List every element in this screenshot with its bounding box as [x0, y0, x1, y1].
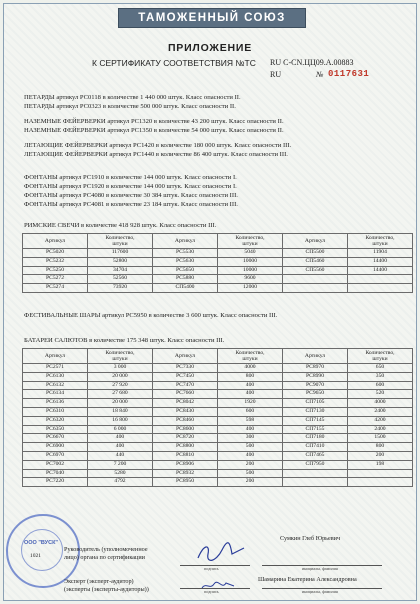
- article-cell: PC7450: [153, 372, 218, 381]
- expert-signature: [200, 580, 236, 592]
- product-line: ФОНТАНЫ артикул PC4081 в количестве 23 184 штук. Класс опасности III.: [24, 201, 238, 208]
- article-cell: PC5880: [153, 275, 218, 284]
- article-cell: PC6136: [23, 399, 88, 408]
- quantity-cell: 4792: [88, 478, 153, 487]
- head-role-line-2: лицо) органа по сертификации: [64, 554, 145, 561]
- article-cell: PC7660: [153, 390, 218, 399]
- quantity-cell: 2400: [348, 425, 413, 434]
- quantity-cell: 9600: [218, 275, 283, 284]
- quantity-cell: 7 200: [88, 460, 153, 469]
- table-row: [23, 266, 413, 275]
- table-row: [23, 399, 413, 408]
- table-header-row: [23, 234, 413, 249]
- quantity-cell: 200: [218, 460, 283, 469]
- article-cell: PC6134: [23, 390, 88, 399]
- product-line: ФОНТАНЫ артикул PC1910 в количестве 144 000 штук. Класс опасности I.: [24, 174, 237, 181]
- article-cell: [283, 469, 348, 478]
- quantity-cell: 20 000: [88, 399, 153, 408]
- quantity-cell: 400: [88, 434, 153, 443]
- quantity-cell: 500: [218, 469, 283, 478]
- article-cell: СП5400: [153, 284, 218, 293]
- quantity-cell: 400: [218, 390, 283, 399]
- article-cell: PC5650: [153, 266, 218, 275]
- article-cell: PC5250: [23, 266, 88, 275]
- table-row: [23, 284, 413, 293]
- article-cell: PC9070: [283, 381, 348, 390]
- article-cell: PC8430: [153, 407, 218, 416]
- document-title: ПРИЛОЖЕНИЕ: [167, 42, 253, 54]
- quantity-cell: 27 680: [88, 390, 153, 399]
- article-cell: PC7220: [23, 478, 88, 487]
- article-cell: PC6350: [23, 425, 88, 434]
- article-cell: PC8460: [153, 416, 218, 425]
- column-header: Количество, штуки: [218, 349, 283, 364]
- article-cell: PC8042: [153, 399, 218, 408]
- quantity-cell: [348, 469, 413, 478]
- column-header: Количество, штуки: [348, 234, 413, 249]
- article-cell: СП5500: [283, 249, 348, 258]
- quantity-cell: 34704: [88, 266, 153, 275]
- quantity-cell: 14400: [348, 266, 413, 275]
- quantity-cell: 400: [218, 381, 283, 390]
- article-cell: PC5020: [23, 249, 88, 258]
- quantity-cell: 6 000: [88, 425, 153, 434]
- table-row: [23, 425, 413, 434]
- stamp-inner-ring: [21, 529, 63, 571]
- expert-role-line-1: Эксперт (эксперт-аудитор): [64, 578, 134, 585]
- quantity-cell: 52560: [88, 275, 153, 284]
- caption-signature: подпись: [204, 589, 219, 594]
- quantity-cell: 18 840: [88, 407, 153, 416]
- column-header: Артикул: [23, 234, 88, 249]
- article-cell: PC6900: [23, 443, 88, 452]
- quantity-cell: 27 920: [88, 381, 153, 390]
- ru-label: RU: [270, 70, 282, 79]
- quantity-cell: 52800: [88, 257, 153, 266]
- stamp-code: 1021: [30, 553, 41, 559]
- product-line: ПЕТАРДЫ артикул PC0323 в количестве 500 000 штук. Класс опасности II.: [24, 103, 236, 110]
- article-cell: PC6130: [23, 372, 88, 381]
- quantity-cell: 200: [218, 478, 283, 487]
- article-cell: PC8906: [153, 460, 218, 469]
- product-line: ПЕТАРДЫ артикул PC0118 в количестве 1 440 000 штук. Класс опасности II.: [24, 94, 241, 101]
- quantity-cell: 650: [348, 364, 413, 373]
- article-cell: PC6310: [23, 407, 88, 416]
- salute-batteries-heading: БАТАРЕИ САЛЮТОВ в количестве 175 348 штук. Класс опасности III.: [24, 337, 225, 344]
- product-line: ЛЕТАЮЩИЕ ФЕЙЕРВЕРКИ артикул PC1440 в количестве 86 400 штук. Класс опасности III.: [24, 151, 288, 158]
- column-header: Количество, штуки: [348, 349, 413, 364]
- quantity-cell: 400: [88, 443, 153, 452]
- article-cell: PC8720: [153, 434, 218, 443]
- quantity-cell: 598: [218, 416, 283, 425]
- quantity-cell: 440: [88, 451, 153, 460]
- article-cell: СП7410: [283, 443, 348, 452]
- product-line: ЛЕТАЮЩИЕ ФЕЙЕРВЕРКИ артикул PC1420 в количестве 180 000 штук. Класс опасности III.: [24, 142, 292, 149]
- table-row: [23, 275, 413, 284]
- article-cell: PC7040: [23, 469, 88, 478]
- article-cell: [283, 478, 348, 487]
- article-cell: PC5274: [23, 284, 88, 293]
- quantity-cell: 2400: [348, 407, 413, 416]
- quantity-cell: 117600: [88, 249, 153, 258]
- quantity-cell: 10000: [218, 257, 283, 266]
- article-cell: PC9650: [283, 390, 348, 399]
- article-cell: PC5530: [153, 249, 218, 258]
- article-cell: PC7002: [23, 460, 88, 469]
- quantity-cell: 5280: [88, 469, 153, 478]
- article-cell: PC5272: [23, 275, 88, 284]
- table-row: [23, 478, 413, 487]
- quantity-cell: 1500: [348, 434, 413, 443]
- article-cell: СП7950: [283, 460, 348, 469]
- article-cell: PC8600: [153, 425, 218, 434]
- quantity-cell: 3 000: [88, 364, 153, 373]
- quantity-cell: 73920: [88, 284, 153, 293]
- serial-number: 0117631: [328, 69, 370, 79]
- table-row: [23, 407, 413, 416]
- quantity-cell: 1920: [218, 399, 283, 408]
- article-cell: [283, 284, 348, 293]
- expert-role-line-2: (эксперты (эксперты-аудиторы)): [64, 586, 149, 593]
- table-row: [23, 451, 413, 460]
- article-cell: PC8970: [283, 364, 348, 373]
- column-header: Количество, штуки: [218, 234, 283, 249]
- article-cell: PC2571: [23, 364, 88, 373]
- article-cell: PC5630: [153, 257, 218, 266]
- head-role-line-1: Руководитель (уполномоченное: [64, 546, 148, 553]
- article-cell: СП5560: [283, 266, 348, 275]
- festival-balls-line: ФЕСТИВАЛЬНЫЕ ШАРЫ артикул PC5950 в количестве 3 600 штук. Класс опасности III.: [24, 312, 278, 319]
- column-header: Артикул: [153, 349, 218, 364]
- head-signature: [196, 540, 246, 564]
- quantity-cell: 800: [218, 372, 283, 381]
- quantity-cell: 11904: [348, 249, 413, 258]
- article-cell: СП7130: [283, 407, 348, 416]
- quantity-cell: 400: [218, 451, 283, 460]
- table-row: [23, 460, 413, 469]
- table-row: [23, 434, 413, 443]
- page-frame: [3, 3, 417, 601]
- table-row: [23, 372, 413, 381]
- table-row: [23, 443, 413, 452]
- product-line: ФОНТАНЫ артикул PC1920 в количестве 144 000 штук. Класс опасности I.: [24, 183, 237, 190]
- document-subtitle: К СЕРТИФИКАТУ СООТВЕТСТВИЯ №ТС: [92, 58, 256, 68]
- quantity-cell: 350: [348, 372, 413, 381]
- article-cell: PC7330: [153, 364, 218, 373]
- article-cell: PC6132: [23, 381, 88, 390]
- article-cell: [283, 275, 348, 284]
- quantity-cell: 16 800: [88, 416, 153, 425]
- quantity-cell: 4000: [218, 364, 283, 373]
- certificate-number: RU C-CN.ЦЦ09.А.00883: [270, 58, 354, 67]
- number-label: №: [316, 70, 324, 79]
- article-cell: СП7155: [283, 425, 348, 434]
- product-line: НАЗЕМНЫЕ ФЕЙЕРВЕРКИ артикул PC1350 в количестве 54 000 штук. Класс опасности II.: [24, 127, 284, 134]
- article-cell: PC6670: [23, 434, 88, 443]
- quantity-cell: 600: [218, 407, 283, 416]
- article-cell: PC6320: [23, 416, 88, 425]
- article-cell: PC8800: [153, 443, 218, 452]
- quantity-cell: 198: [348, 460, 413, 469]
- table-header-row: [23, 349, 413, 364]
- quantity-cell: [348, 275, 413, 284]
- quantity-cell: 800: [348, 443, 413, 452]
- article-cell: PC8990: [283, 372, 348, 381]
- table-row: [23, 390, 413, 399]
- article-cell: PC5232: [23, 257, 88, 266]
- caption-name: инициалы, фамилия: [302, 566, 338, 571]
- quantity-cell: 10000: [218, 266, 283, 275]
- table-row: [23, 257, 413, 266]
- article-cell: PC6970: [23, 451, 88, 460]
- column-header: Артикул: [23, 349, 88, 364]
- table-row: [23, 469, 413, 478]
- quantity-cell: 520: [348, 390, 413, 399]
- article-cell: СП7105: [283, 399, 348, 408]
- product-line: ФОНТАНЫ артикул PC4080 в количестве 30 384 штук. Класс опасности III.: [24, 192, 238, 199]
- column-header: Артикул: [153, 234, 218, 249]
- quantity-cell: 500: [218, 443, 283, 452]
- table-row: [23, 364, 413, 373]
- quantity-cell: 12000: [218, 284, 283, 293]
- article-cell: PC8810: [153, 451, 218, 460]
- quantity-cell: 4000: [348, 399, 413, 408]
- caption-name: инициалы, фамилия: [302, 589, 338, 594]
- quantity-cell: 14400: [348, 257, 413, 266]
- roman-candles-heading: РИМСКИЕ СВЕЧИ в количестве 418 928 штук. Класс опасности III.: [24, 222, 217, 229]
- column-header: Артикул: [283, 234, 348, 249]
- quantity-cell: 20 000: [88, 372, 153, 381]
- quantity-cell: 4200: [348, 416, 413, 425]
- head-name: Сумкин Глеб Юрьевич: [280, 535, 341, 542]
- customs-union-banner: ТАМОЖЕННЫЙ СОЮЗ: [118, 8, 306, 28]
- quantity-cell: 200: [348, 451, 413, 460]
- article-cell: PC8950: [153, 478, 218, 487]
- quantity-cell: [348, 478, 413, 487]
- table-row: [23, 416, 413, 425]
- article-cell: СП7145: [283, 416, 348, 425]
- quantity-cell: [348, 284, 413, 293]
- salute-batteries-table: [22, 348, 413, 487]
- quantity-cell: 5040: [218, 249, 283, 258]
- article-cell: СП7180: [283, 434, 348, 443]
- product-line: НАЗЕМНЫЕ ФЕЙЕРВЕРКИ артикул PC1320 в количестве 43 200 штук. Класс опасности II.: [24, 118, 284, 125]
- article-cell: СП7465: [283, 451, 348, 460]
- table-row: [23, 249, 413, 258]
- column-header: Количество, штуки: [88, 349, 153, 364]
- caption-signature: подпись: [204, 566, 219, 571]
- article-cell: PC8932: [153, 469, 218, 478]
- table-row: [23, 381, 413, 390]
- quantity-cell: 300: [218, 434, 283, 443]
- roman-candles-table: [22, 233, 413, 293]
- quantity-cell: 400: [218, 425, 283, 434]
- stamp-text: ООО "ВУСК": [23, 540, 59, 546]
- expert-name: Шамарина Екатерина Александровна: [258, 576, 357, 583]
- quantity-cell: 600: [348, 381, 413, 390]
- article-cell: PC7470: [153, 381, 218, 390]
- column-header: Количество, штуки: [88, 234, 153, 249]
- column-header: Артикул: [283, 349, 348, 364]
- article-cell: СП5460: [283, 257, 348, 266]
